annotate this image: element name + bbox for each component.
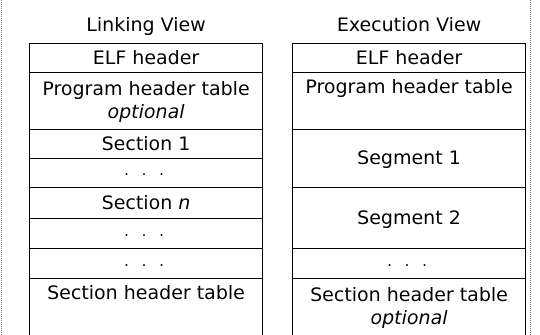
- linking-elf-header-label: ELF header: [92, 46, 200, 69]
- execution-program-header-table: [292, 73, 526, 130]
- linking-ellipsis-1: [29, 159, 263, 188]
- linking-ellipsis-3-label: . . .: [124, 251, 168, 270]
- linking-ellipsis-2: [29, 219, 263, 249]
- linking-ellipsis-2-label: . . .: [124, 221, 168, 240]
- execution-segment-1-label: Segment 1: [357, 147, 461, 169]
- linking-section-n-prefix: Section: [101, 191, 179, 214]
- linking-section-1: [29, 130, 263, 159]
- linking-program-header-table-label: Program header table: [42, 78, 250, 100]
- linking-ellipsis-3: [29, 249, 263, 279]
- linking-section-n-label: [102, 192, 191, 215]
- linking-section-header-table: [29, 279, 263, 335]
- execution-section-header-table-label: Section header table: [310, 284, 508, 306]
- execution-section-header-table-note: optional: [370, 307, 448, 329]
- linking-view: [29, 0, 263, 335]
- execution-section-header-table: [292, 279, 526, 335]
- linking-section-n-variable: n: [178, 191, 191, 214]
- execution-segment-1: [292, 130, 526, 188]
- linking-elf-header: [29, 43, 263, 73]
- execution-segment-2-label: Segment 2: [357, 206, 461, 229]
- linking-program-header-table-note: optional: [107, 101, 185, 123]
- linking-section-n: [29, 188, 263, 219]
- execution-view: [292, 0, 526, 335]
- execution-program-header-table-label: Program header table: [305, 76, 513, 98]
- linking-ellipsis-1-label: . . .: [124, 161, 168, 179]
- linking-program-header-table: [29, 73, 263, 130]
- execution-ellipsis-label: . . .: [387, 251, 431, 270]
- frame-left-edge: [1, 0, 2, 335]
- frame-right-edge: [530, 0, 531, 335]
- execution-segment-2: [292, 188, 526, 249]
- linking-view-title: Linking View: [86, 14, 206, 36]
- execution-view-title: Execution View: [336, 14, 482, 36]
- execution-ellipsis: [292, 249, 526, 279]
- linking-section-header-table-label: Section header table: [47, 282, 245, 304]
- linking-section-1-label: Section 1: [101, 132, 191, 155]
- execution-elf-header: [292, 43, 526, 73]
- execution-elf-header-label: ELF header: [355, 46, 463, 69]
